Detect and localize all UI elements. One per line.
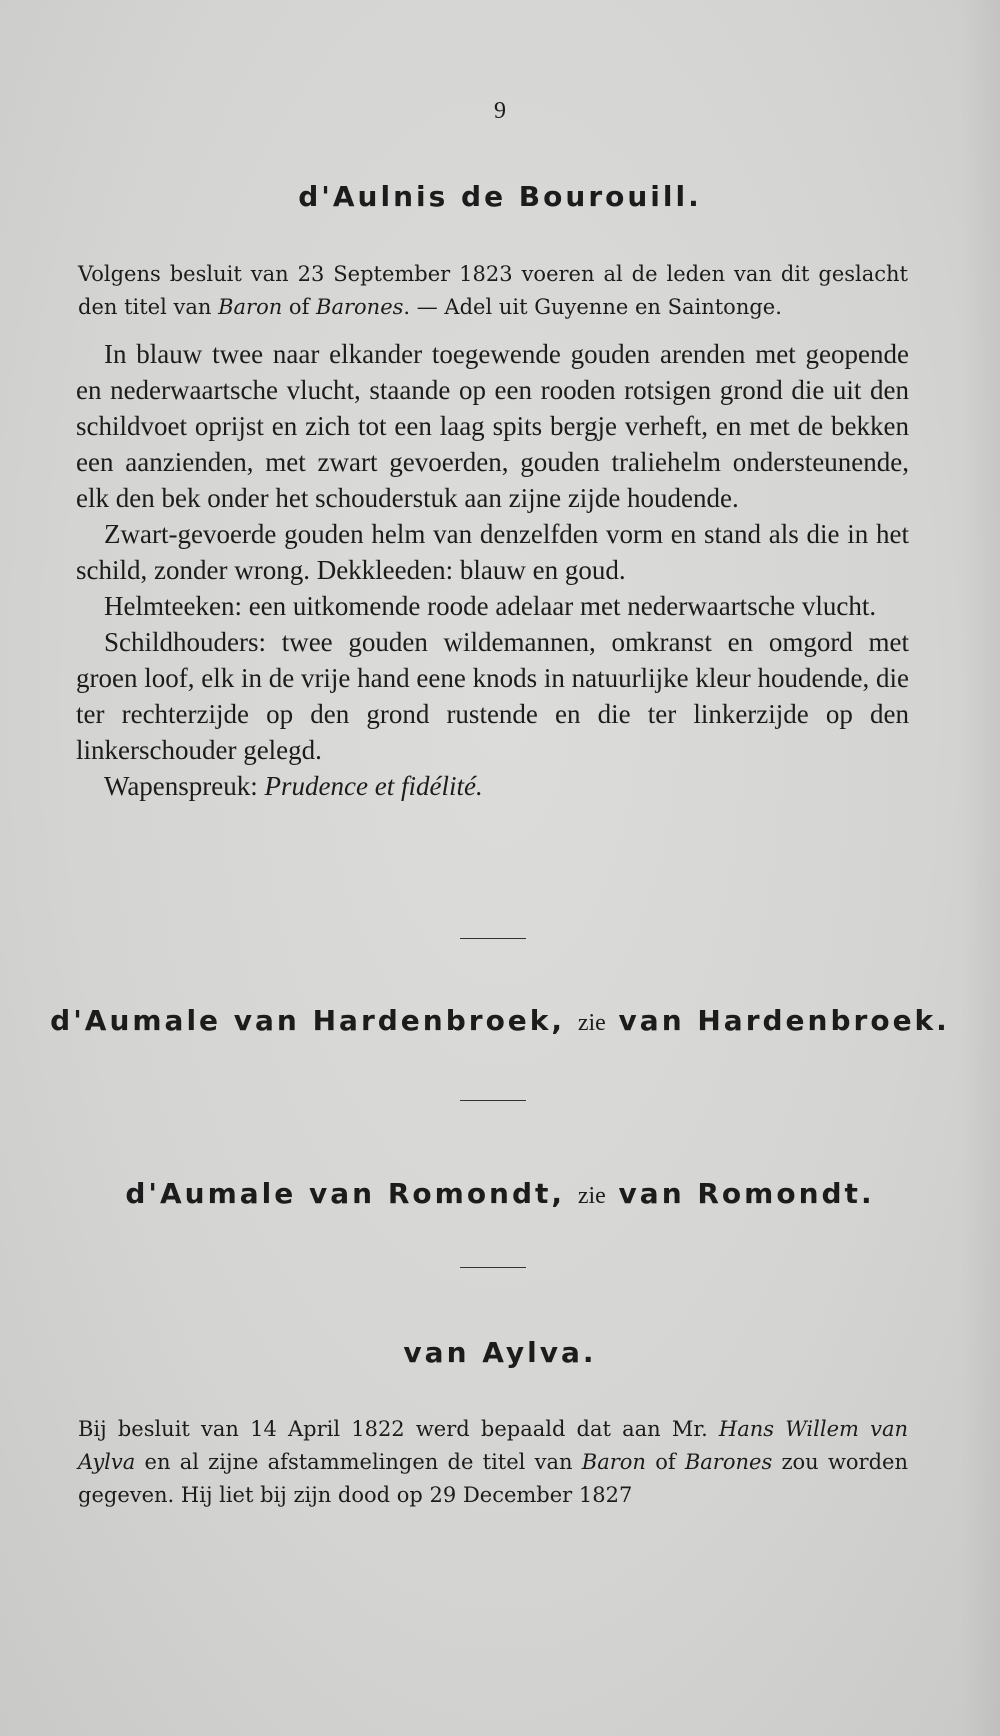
heading-reference: van Romondt. — [618, 1177, 875, 1210]
section-divider — [460, 938, 526, 939]
barones-title: Barones — [316, 295, 404, 319]
intro-origin: . — Adel uit Guyenne en Saintonge. — [403, 295, 782, 319]
entry-text-aylva — [78, 1413, 908, 1512]
baron-title: Baron — [218, 295, 283, 319]
aylva-text: zou worden gegeven. Hij liet bij zijn dood op 29 December 1827 — [78, 1450, 908, 1507]
aylva-name: Hans Willem van Aylva — [78, 1417, 908, 1474]
helm-paragraph: Zwart-gevoerde gouden helm van denzelfden vorm en stand als die in het schild, zonder wrong. Dekkleeden: blauw en goud. — [76, 519, 909, 585]
aylva-text: Bij besluit van 14 April 1822 werd bepaald dat aan Mr. — [78, 1417, 719, 1441]
entry-heading-aylva: van Aylva. — [403, 1336, 597, 1369]
barones-title: Barones — [684, 1450, 773, 1474]
entry-heading-daulnis: d'Aulnis de Bourouill. — [298, 180, 702, 213]
crest-paragraph: Helmteeken: een uitkomende roode adelaar met nederwaartsche vlucht. — [104, 591, 877, 621]
heading-reference: van Hardenbroek. — [618, 1004, 950, 1037]
zie-label: zie — [577, 1010, 606, 1036]
section-divider — [460, 1267, 526, 1268]
heading-name: d'Aumale van Romondt, — [125, 1177, 566, 1210]
motto-label: Wapenspreuk: — [104, 771, 265, 801]
heading-name: d'Aumale van Hardenbroek, — [50, 1004, 566, 1037]
supporters-paragraph: Schildhouders: twee gouden wildemannen, omkranst en omgord met groen loof, elk in de vrije hand eene knods in natuurlijke kleur houdende, die ter rechterzijde op den grond rustende en die ter linkerzijde op den linkerschouder gelegd. — [76, 627, 910, 765]
intro-text: Volgens besluit van 23 September 1823 voeren al de leden van dit geslacht den titel van — [78, 262, 908, 319]
aylva-text: en al zijne afstammelingen de titel van — [135, 1450, 582, 1474]
motto-paragraph — [76, 768, 909, 804]
page-number: 9 — [494, 98, 506, 124]
aylva-of: of — [645, 1450, 685, 1474]
blazon-paragraph: In blauw twee naar elkander toegewende gouden arenden met geopende en nederwaartsche vlucht, staande op een rooden rotsigen grond die uit den schildvoet oprijst en zich tot een laag spits bergje verheft, en met de bekken een aanzienden, met zwart gevoerden, gouden traliehelm ondersteunende, elk den bek onder het schouderstuk aan zijne zijde houdende. — [76, 339, 909, 513]
entry-heading-hardenbroek — [0, 1004, 1000, 1037]
zie-label: zie — [577, 1183, 606, 1209]
entry-heading-romondt — [0, 1177, 1000, 1210]
page-edge-shadow — [960, 0, 1000, 1736]
entry-intro-daulnis — [78, 258, 908, 324]
baron-title: Baron — [581, 1450, 646, 1474]
blazon-section — [76, 336, 909, 804]
intro-of: of — [282, 295, 317, 319]
section-divider — [460, 1100, 526, 1101]
motto-text: Prudence et fidélité. — [264, 771, 483, 801]
